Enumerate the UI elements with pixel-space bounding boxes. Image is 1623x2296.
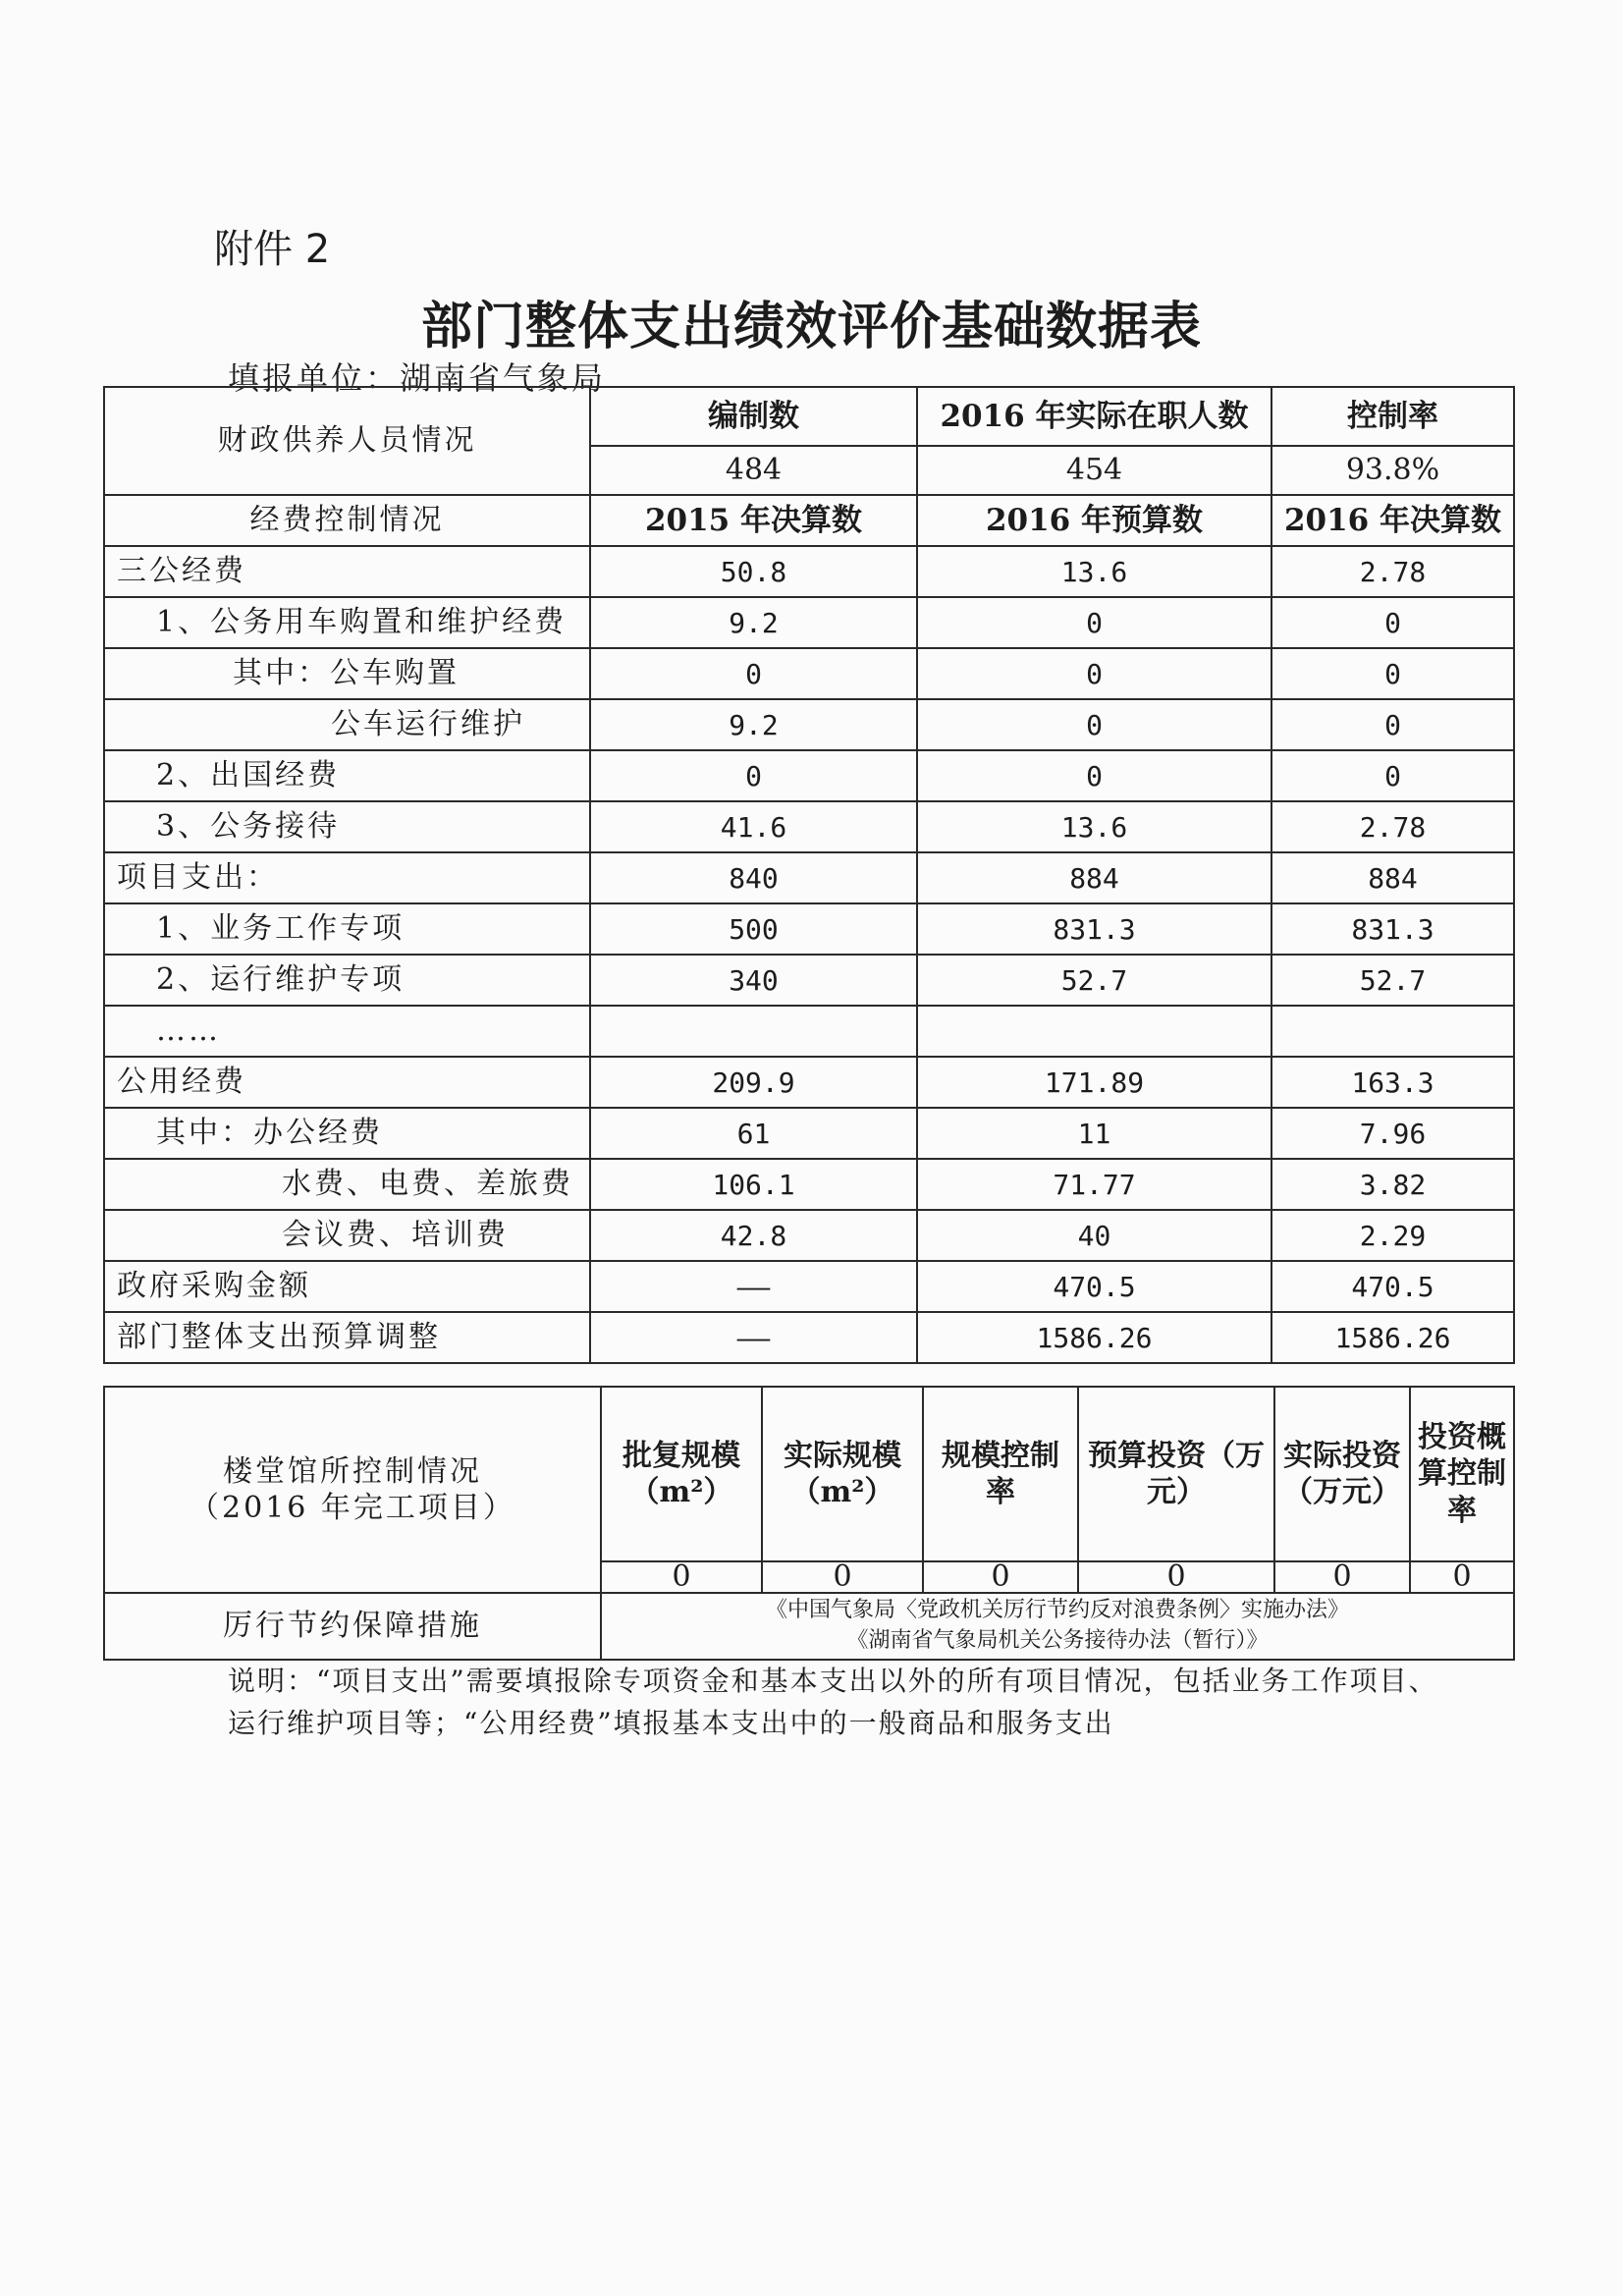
building-col-header: 实际投资（万元） bbox=[1273, 1386, 1411, 1562]
building-value: 0 bbox=[1077, 1560, 1275, 1594]
budget-cell: 0 bbox=[916, 749, 1272, 802]
building-col-header: 批复规模（m²） bbox=[600, 1386, 763, 1562]
budget-cell: 163.3 bbox=[1271, 1056, 1515, 1109]
building-value: 0 bbox=[600, 1560, 763, 1594]
building-value: 0 bbox=[1273, 1560, 1411, 1594]
budget-col-header: 2016 年决算数 bbox=[1271, 494, 1515, 547]
building-label bbox=[103, 1386, 602, 1594]
budget-cell: 2.78 bbox=[1271, 800, 1515, 853]
budget-row-label: 其中：办公经费 bbox=[103, 1107, 591, 1160]
building-col-header: 预算投资（万元） bbox=[1077, 1386, 1275, 1562]
staff-col-header: 控制率 bbox=[1271, 386, 1515, 447]
budget-cell: 0 bbox=[1271, 749, 1515, 802]
budget-row-label: 公车运行维护 bbox=[103, 698, 591, 751]
budget-cell: 470.5 bbox=[1271, 1260, 1515, 1313]
budget-cell: 106.1 bbox=[589, 1158, 918, 1211]
attachment-label: 附件 2 bbox=[214, 227, 331, 272]
budget-cell: 840 bbox=[589, 851, 918, 904]
reporting-unit: 填报单位：湖南省气象局 bbox=[228, 359, 607, 397]
budget-cell: 171.89 bbox=[916, 1056, 1272, 1109]
budget-row-label: 会议费、培训费 bbox=[103, 1209, 591, 1262]
budget-cell: 0 bbox=[1271, 596, 1515, 649]
building-value: 0 bbox=[761, 1560, 924, 1594]
budget-cell: 884 bbox=[1271, 851, 1515, 904]
budget-cell: 2.29 bbox=[1271, 1209, 1515, 1262]
staff-col-header: 2016 年实际在职人数 bbox=[916, 386, 1272, 447]
budget-cell: 13.6 bbox=[916, 545, 1272, 598]
staff-value: 484 bbox=[589, 445, 918, 496]
footnote: 说明：“项目支出”需要填报除专项资金和基本支出以外的所有项目情况，包括业务工作项目、运行维护项目等；“公用经费”填报基本支出中的一般商品和服务支出 bbox=[228, 1665, 1438, 1740]
budget-cell bbox=[916, 1005, 1272, 1058]
staff-col-header: 编制数 bbox=[589, 386, 918, 447]
budget-cell: 11 bbox=[916, 1107, 1272, 1160]
budget-row-label: 其中：公车购置 bbox=[103, 647, 591, 700]
budget-cell: 209.9 bbox=[589, 1056, 918, 1109]
budget-cell: 9.2 bbox=[589, 698, 918, 751]
budget-cell: 831.3 bbox=[1271, 902, 1515, 956]
building-col-header: 投资概算控制率 bbox=[1409, 1386, 1515, 1562]
budget-cell: 0 bbox=[589, 749, 918, 802]
budget-cell: —— bbox=[589, 1311, 918, 1364]
budget-cell: 52.7 bbox=[916, 954, 1272, 1007]
building-label-line2: （2016 年完工项目） bbox=[189, 1491, 515, 1525]
budget-cell: —— bbox=[589, 1260, 918, 1313]
budget-cell: 0 bbox=[1271, 698, 1515, 751]
budget-cell: 41.6 bbox=[589, 800, 918, 853]
budget-cell: 884 bbox=[916, 851, 1272, 904]
budget-cell: 52.7 bbox=[1271, 954, 1515, 1007]
budget-cell bbox=[1271, 1005, 1515, 1058]
budget-cell: 340 bbox=[589, 954, 918, 1007]
budget-cell bbox=[589, 1005, 918, 1058]
budget-row-label: 1、公务用车购置和维护经费 bbox=[103, 596, 591, 649]
budget-row-label: 2、出国经费 bbox=[103, 749, 591, 802]
staff-label: 财政供养人员情况 bbox=[103, 386, 591, 496]
budget-cell: 1586.26 bbox=[916, 1311, 1272, 1364]
staff-value: 93.8% bbox=[1271, 445, 1515, 496]
budget-cell: 0 bbox=[916, 698, 1272, 751]
budget-row-label: …… bbox=[103, 1005, 591, 1058]
budget-col-header: 2016 年预算数 bbox=[916, 494, 1272, 547]
measure-line: 《湖南省气象局机关公务接待办法（暂行）》 bbox=[846, 1628, 1269, 1653]
budget-row-label: 政府采购金额 bbox=[103, 1260, 591, 1313]
budget-row-label: 项目支出： bbox=[103, 851, 591, 904]
budget-cell: 500 bbox=[589, 902, 918, 956]
budget-cell: 1586.26 bbox=[1271, 1311, 1515, 1364]
building-label-line1: 楼堂馆所控制情况 bbox=[223, 1453, 482, 1489]
staff-value: 454 bbox=[916, 445, 1272, 496]
budget-label: 经费控制情况 bbox=[103, 494, 591, 547]
data-table bbox=[103, 386, 1515, 1672]
budget-cell: 0 bbox=[1271, 647, 1515, 700]
budget-row-label: 水费、电费、差旅费 bbox=[103, 1158, 591, 1211]
budget-row-label: 三公经费 bbox=[103, 545, 591, 598]
page-title: 部门整体支出绩效评价基础数据表 bbox=[420, 298, 1202, 356]
budget-cell: 9.2 bbox=[589, 596, 918, 649]
budget-cell: 42.8 bbox=[589, 1209, 918, 1262]
budget-row-label: 部门整体支出预算调整 bbox=[103, 1311, 591, 1364]
budget-row-label: 3、公务接待 bbox=[103, 800, 591, 853]
budget-cell: 61 bbox=[589, 1107, 918, 1160]
budget-cell: 831.3 bbox=[916, 902, 1272, 956]
measures-label: 厉行节约保障措施 bbox=[103, 1592, 602, 1661]
budget-cell: 470.5 bbox=[916, 1260, 1272, 1313]
budget-row-label: 2、运行维护专项 bbox=[103, 954, 591, 1007]
building-col-header: 规模控制率 bbox=[922, 1386, 1079, 1562]
budget-cell: 0 bbox=[916, 596, 1272, 649]
building-value: 0 bbox=[922, 1560, 1079, 1594]
budget-cell: 40 bbox=[916, 1209, 1272, 1262]
budget-col-header: 2015 年决算数 bbox=[589, 494, 918, 547]
budget-row-label: 1、业务工作专项 bbox=[103, 902, 591, 956]
budget-cell: 0 bbox=[916, 647, 1272, 700]
budget-cell: 7.96 bbox=[1271, 1107, 1515, 1160]
measure-line: 《中国气象局〈党政机关厉行节约反对浪费条例〉实施办法》 bbox=[765, 1598, 1349, 1623]
budget-cell: 2.78 bbox=[1271, 545, 1515, 598]
building-value: 0 bbox=[1409, 1560, 1515, 1594]
budget-cell: 3.82 bbox=[1271, 1158, 1515, 1211]
budget-cell: 71.77 bbox=[916, 1158, 1272, 1211]
measures-content bbox=[600, 1592, 1515, 1661]
budget-row-label: 公用经费 bbox=[103, 1056, 591, 1109]
building-col-header: 实际规模（m²） bbox=[761, 1386, 924, 1562]
budget-cell: 50.8 bbox=[589, 545, 918, 598]
budget-cell: 13.6 bbox=[916, 800, 1272, 853]
budget-cell: 0 bbox=[589, 647, 918, 700]
